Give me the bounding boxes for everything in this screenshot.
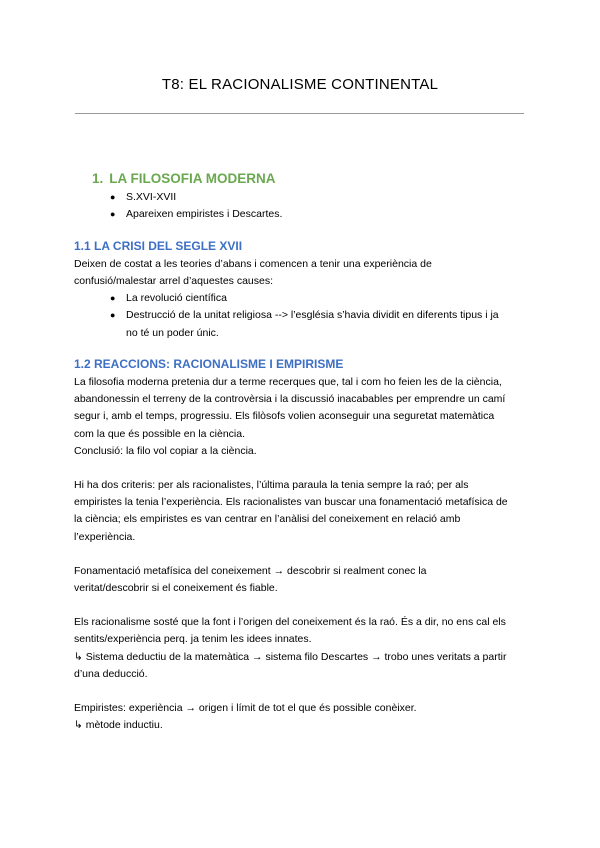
list-item: ● La revolució científica xyxy=(74,290,534,307)
paragraph-line: com la que és possible en la ciència. xyxy=(74,427,246,440)
paragraph-line: sentits/experiència perq. ja tenim les idees innates. xyxy=(74,633,312,646)
paragraph-line: abandonessin el terreny de la controvèrsia i la discussió inacabables per emprendre un camí xyxy=(74,393,506,406)
paragraph-line: d’una deducció. xyxy=(74,667,148,680)
paragraph-line: Fonamentació metafísica del coneixement → descobrir si realment conec la xyxy=(74,564,427,577)
paragraph-line: veritat/descobrir si el coneixement és fiable. xyxy=(74,582,278,595)
subsection-heading-1-1: 1.1 LA CRISI DEL SEGLE XVII xyxy=(74,238,243,253)
list-item-continuation: no té un poder únic. xyxy=(126,326,219,339)
title-divider xyxy=(75,113,524,114)
list-item: ● S.XVI-XVII xyxy=(74,189,534,206)
section1-1-bullet-list xyxy=(74,290,534,342)
paragraph-line: Empiristes: experiència → origen i límit de tot el que és possible conèixer. xyxy=(74,702,417,715)
bullet-icon: ● xyxy=(110,192,116,203)
section-title: LA FILOSOFIA MODERNA xyxy=(109,171,276,186)
bullet-icon: ● xyxy=(110,310,116,321)
section1-bullet-list xyxy=(74,189,534,223)
section-number: 1. xyxy=(92,171,104,186)
section-heading-1 xyxy=(92,170,534,187)
paragraph-line: ↳ Sistema deductiu de la matemàtica → sistema filo Descartes → trobo unes veritats a partir xyxy=(74,650,507,663)
paragraph-line: segur i, amb el temps, progressiu. Els filòsofs volien aconseguir una seguretat matemàtica xyxy=(74,410,495,423)
paragraph-line: confusió/malestar arrel d’aquestes causes: xyxy=(74,275,274,288)
paragraph-line: l’experiència. xyxy=(74,530,136,543)
paragraph-line: la ciència; els empiristes es van centrar en l’anàlisi del coneixement en relació amb xyxy=(74,513,461,526)
paragraph-line: Deixen de costat a les teories d’abans i comencen a tenir una experiència de xyxy=(74,257,432,270)
paragraph-line: Conclusió: la filo vol copiar a la ciència. xyxy=(74,444,257,457)
document-body xyxy=(74,170,534,734)
list-item: ● Destrucció de la unitat religiosa --> l’església s’havia dividit en diferents tipus i ja xyxy=(74,307,534,324)
paragraph-line: empiristes la tenia l’experiència. Els racionalistes van buscar una fonamentació metafísica de xyxy=(74,496,508,509)
paragraph-line: La filosofia moderna pretenia dur a terme recerques que, tal i com ho feien les de la ciència, xyxy=(74,376,502,389)
paragraph-line: ↳ mètode inductiu. xyxy=(74,719,163,732)
page-title: T8: EL RACIONALISME CONTINENTAL xyxy=(161,76,439,93)
paragraph-line: Hi ha dos criteris: per als racionalistes, l’última paraula la tenia sempre la raó; per als xyxy=(74,479,469,492)
list-item: ● Apareixen empiristes i Descartes. xyxy=(74,206,534,223)
subsection-heading-1-2: 1.2 REACCIONS: RACIONALISME I EMPIRISME xyxy=(74,356,344,371)
paragraph-gap xyxy=(74,683,534,700)
paragraph-gap xyxy=(74,460,534,477)
paragraph-gap xyxy=(74,546,534,563)
bullet-icon: ● xyxy=(110,209,116,220)
bullet-icon: ● xyxy=(110,293,116,304)
paragraph-gap xyxy=(74,597,534,614)
paragraph-line: Els racionalisme sosté que la font i l’origen del coneixement és la raó. És a dir, no ens cal els xyxy=(74,616,506,629)
